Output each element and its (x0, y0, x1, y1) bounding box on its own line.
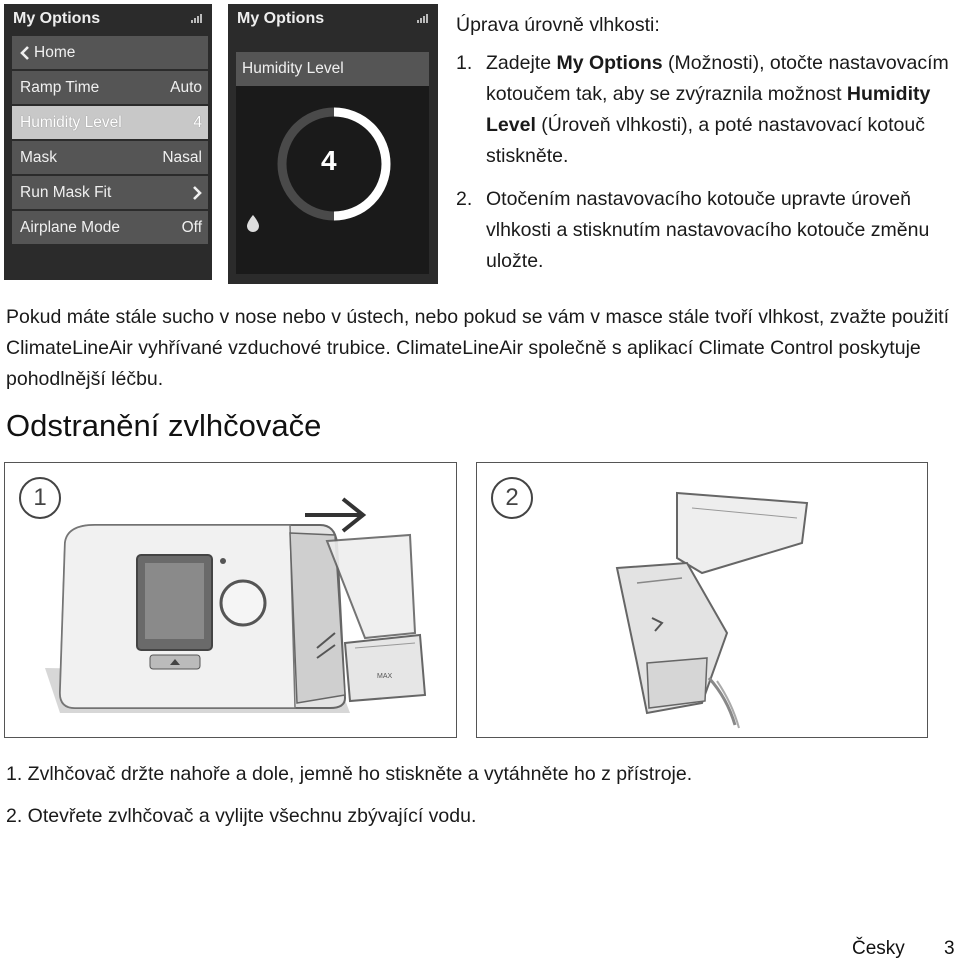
menu-item-label: Home (34, 43, 76, 61)
signal-icon (191, 14, 202, 23)
menu-item-value: Auto (170, 78, 202, 96)
menu-item-label: Airplane Mode (20, 218, 120, 236)
footer-language: Česky (852, 938, 905, 959)
menu-item-mask[interactable] (12, 141, 208, 174)
item-number: 1. (456, 52, 473, 74)
device-illustration (5, 463, 457, 738)
menu-item-run-mask-fit[interactable] (12, 176, 208, 209)
menu-item-value: 4 (193, 113, 202, 131)
menu-item-airplane-mode[interactable] (12, 211, 208, 244)
chevron-right-icon (192, 186, 202, 200)
humidifier-illustration (477, 463, 928, 738)
text-run: Zadejte (486, 52, 557, 74)
instructions-heading: Úprava úrovně vlhkosti: (456, 14, 660, 36)
ui-term: Humidity Level (486, 83, 931, 136)
item-number: 2. (456, 188, 473, 210)
section-heading: Odstranění zvlhčovače (6, 408, 322, 443)
humidity-panel (236, 52, 429, 274)
max-level-mark: MAX (377, 673, 393, 680)
figure-remove-humidifier (4, 462, 457, 738)
humidity-level-arc (334, 112, 386, 216)
menu-item-label: Run Mask Fit (20, 183, 112, 201)
humidity-level-value: 4 (321, 145, 337, 176)
device-screen-menu (4, 4, 212, 280)
menu-item-humidity-level[interactable] (12, 106, 208, 139)
page-number: 3 (944, 938, 955, 959)
removal-step-1: 1. Zvlhčovač držte nahoře a dole, jemně ho stiskněte a vytáhněte ho z přístroje. (6, 763, 693, 785)
device-screen-humidity (228, 4, 438, 284)
menu-item-value: Nasal (162, 148, 202, 166)
item-text (486, 48, 956, 172)
menu-item-label: Humidity Level (20, 113, 122, 131)
menu-item-ramp-time[interactable] (12, 71, 208, 104)
screen-title: My Options (13, 10, 101, 27)
item-text: Otočením nastavovacího kotouče upravte úroveň vlhkosti a stisknutím nastavovacího kotouče změnu uložte. (486, 188, 930, 272)
figure-empty-humidifier (476, 462, 928, 738)
menu-item-home[interactable] (12, 36, 208, 69)
options-menu (12, 36, 208, 246)
menu-item-value: Off (181, 218, 202, 236)
screen-title: My Options (237, 10, 325, 27)
signal-icon (417, 14, 428, 23)
ui-term: My Options (556, 52, 663, 74)
text-run: (Možnosti), otočte nastavovacím kotoučem tak, aby se zvýraznila možnost (486, 52, 949, 105)
water-drop-icon (246, 214, 260, 232)
removal-step-2: 2. Otevřete zvlhčovač a vylijte všechnu zbývající vodu. (6, 805, 477, 827)
menu-item-label: Ramp Time (20, 78, 100, 96)
step-badge: 2 (491, 477, 533, 519)
step-badge: 1 (19, 477, 61, 519)
climateline-paragraph: Pokud máte stále sucho v nose nebo v ústech, nebo pokud se vám v masce stále tvoří vlhkost, zvažte použití ClimateLineAir vyhřívané vzduchové trubice. ClimateLineAir společně s aplikací Climate Control poskytuje pohodlnější léčbu. (6, 306, 949, 390)
text-run: (Úroveň vlhkosti), a poté nastavovací kotouč stiskněte. (486, 114, 925, 167)
humidity-header[interactable]: Humidity Level (236, 52, 429, 86)
chevron-left-icon (20, 46, 30, 60)
menu-item-label: Mask (20, 148, 58, 166)
